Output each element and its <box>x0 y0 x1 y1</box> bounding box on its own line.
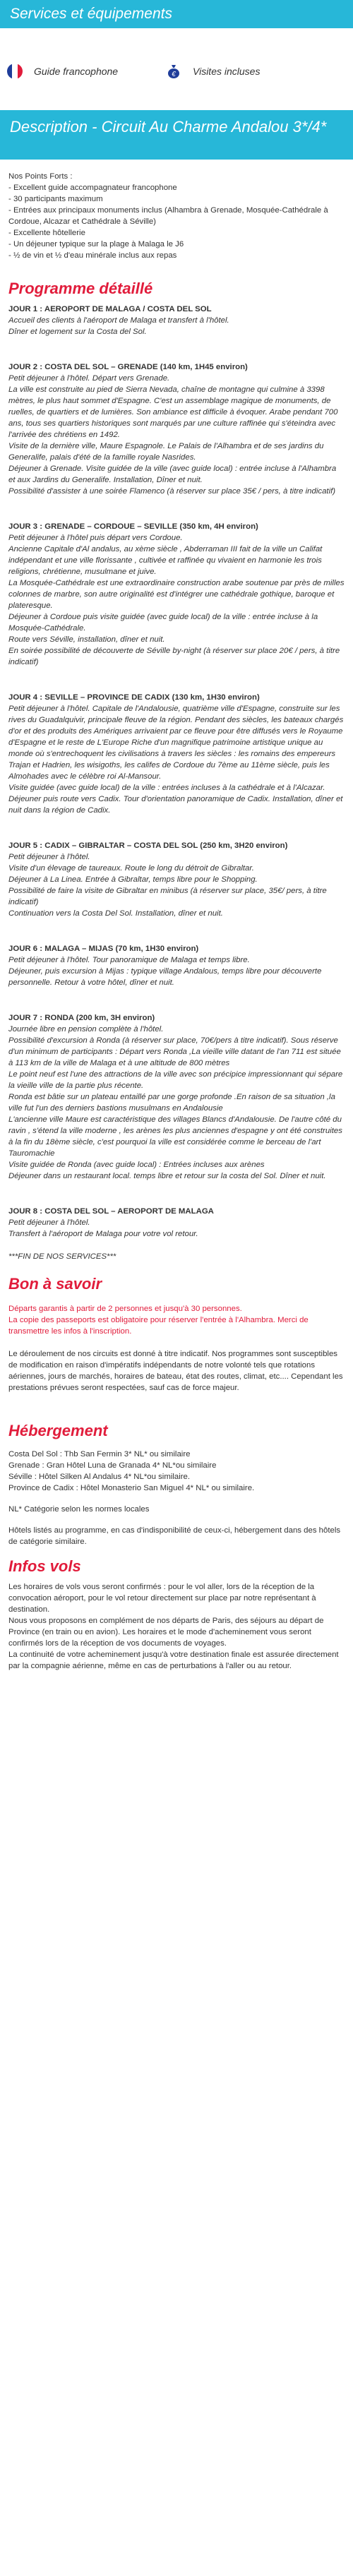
hebergement-title: Hébergement <box>8 1422 108 1439</box>
infos-vols-line: La continuité de votre acheminement jusqu'à votre destination finale est assurée directement par la compagnie aérienne, même en cas de perturbations à l'aller ou au retour. <box>8 1651 339 1670</box>
day-line: Continuation vers la Costa Del Sol. Installation, dîner et nuit. <box>8 909 223 918</box>
day-title: JOUR 3 : GRENADE – CORDOUE – SEVILLE (350 km, 4H environ) <box>8 522 258 531</box>
day-block <box>8 304 345 337</box>
day-line: Possibilité de faire la visite de Gibraltar en minibus (à réserver sur place, 35€/ pers, à titre indicatif) <box>8 887 327 906</box>
day-line: Ancienne Capitale d'Al andalus, au xème siècle , Abderraman III fait de la ville un Califat indépendant et une ville florissante , cultivée et raffinée qu vivaient en harmonie les trois religions, chrétienne, musulmane et juive. <box>8 545 323 576</box>
hebergement-line: Grenade : Gran Hôtel Luna de Granada 4* NL*ou similaire <box>8 1461 217 1470</box>
infos-vols-title: Infos vols <box>8 1557 81 1575</box>
feature-label-guide: Guide francophone <box>34 66 119 77</box>
svg-text:€: € <box>172 71 176 78</box>
end-note: ***FIN DE NOS SERVICES*** <box>8 1252 116 1261</box>
hebergement-line: Séville : Hôtel Silken Al Andalus 4* NL*ou similaire. <box>8 1473 191 1481</box>
day-block <box>8 692 345 816</box>
day-line: Petit déjeuner à l'hôtel. <box>8 853 90 861</box>
points-forts-line: - 30 participants maximum <box>8 195 103 203</box>
day-line: Déjeuner puis route vers Cadix. Tour d'orientation panoramique de Cadix. Installation, dîner et nuit dans la région de Cadix. <box>8 795 343 815</box>
day-line: Possibilité d'excursion à Ronda (à réserver sur place, 70€/pers à titre indicatif). Sous réserve d'un minimum de participants : Départ vers Ronda ,La vieille ville datant de l'an 711 est située à 113 km de la ville de Malaga et à une altitude de 800 mètres <box>8 1036 341 1067</box>
points-forts-line: - Un déjeuner typique sur la plage à Malaga le J6 <box>8 240 184 248</box>
day-line: Déjeuner dans un restaurant local. temps libre et retour sur la costa del Sol. Dîner et nuit. <box>8 1172 326 1180</box>
bon-a-savoir-red-line: Départs garantis à partir de 2 personnes et jusqu'à 30 personnes. <box>8 1305 242 1313</box>
points-forts-line: - Excellent guide accompagnateur francophone <box>8 184 177 192</box>
money-bag-icon <box>166 64 181 79</box>
description-header-band <box>0 110 353 160</box>
feature-guide-francophone <box>7 61 118 82</box>
day-title: JOUR 4 : SEVILLE – PROVINCE DE CADIX (130 km, 1H30 environ) <box>8 693 260 702</box>
day-line: Petit déjeuner à l'hôtel. Capitale de l'Andalousie, quatrième ville d'Espagne, construite sur les rives du Guadalquivir, principale fleuve de la région. Pendant des siècles, les bateaux chargés d'or et des produits des Amériques arrivaient par ce fleuve pour être diffusés vers le Royaume d'Espagne et le reste de L'Europe Riche d'un magnifique patrimoine artistique unique au monde où s'entrechoquent les civilisations à travers les siècles : les romains des empereurs Trajan et Hadrien, les wisigoths, les califes de Cordoue du 7ème au 11ème siècle, puis les Almohades avec le célèbre roi Al-Mansour. <box>8 705 344 781</box>
day-line: En soirée possibilité de découverte de Séville by-night (à réserver sur place 20€ / pers, à titre indicatif) <box>8 647 340 666</box>
day-title: JOUR 1 : AEROPORT DE MALAGA / COSTA DEL SOL <box>8 305 212 313</box>
infos-vols-line: Nous vous proposons en complément de nos départs de Paris, des séjours au départ de Province (en train ou en avion). Les horaires et le mode d'acheminement vous seront confirmés lors de la réception de vos documents de voyages. <box>8 1617 324 1648</box>
day-line: Ronda est bâtie sur un plateau entaillé par une gorge profonde .En raison de sa situation ,la ville fut l'un des derniers bastions musulmans en Andalousie <box>8 1093 335 1113</box>
bon-a-savoir-red-line: La copie des passeports est obligatoire pour réserver l'entrée à l'Alhambra. Merci de transmettre les infos à l'inscription. <box>8 1316 309 1336</box>
hebergement-line: NL* Catégorie selon les normes locales <box>8 1505 150 1514</box>
day-block <box>8 361 345 497</box>
day-line: Petit déjeuner à l'hôtel. Tour panoramique de Malaga et temps libre. <box>8 956 250 964</box>
day-line: Possibilité d'assister à une soirée Flamenco (à réserver sur place 35€ / pers, à titre indicatif) <box>8 487 336 496</box>
day-line: Petit déjeuner à l'hôtel puis départ vers Cordoue. <box>8 534 183 542</box>
points-forts-line: - Entrées aux principaux monuments inclus (Alhambra à Grenade, Mosquée-Cathédrale à Cordoue, Alcazar et Cathédrale à Séville) <box>8 206 328 226</box>
day-title: JOUR 2 : COSTA DEL SOL – GRENADE (140 km, 1H45 environ) <box>8 363 248 371</box>
feature-visites-incluses <box>166 61 260 82</box>
day-line: Dîner et logement sur la Costa del Sol. <box>8 328 147 336</box>
hebergement-line: Hôtels listés au programme, en cas d'indisponibilité de ceux-ci, hébergement dans des hôtels de catégorie similaire. <box>8 1526 341 1546</box>
day-block <box>8 521 345 668</box>
day-line: Déjeuner à Grenade. Visite guidée de la ville (avec guide local) : entrée incluse à l'Alhambra et aux Jardins du Generalife. Installation, Dîner et nuit. <box>8 465 337 484</box>
hebergement-line: Province de Cadix : Hôtel Monasterio San Miguel 4* NL* ou similaire. <box>8 1484 255 1492</box>
day-block <box>8 1206 345 1240</box>
day-title: JOUR 6 : MALAGA – MIJAS (70 km, 1H30 environ) <box>8 945 199 953</box>
feature-label-visites: Visites incluses <box>193 66 261 77</box>
day-line: Journée libre en pension complète à l'hôtel. <box>8 1025 164 1034</box>
day-block <box>8 1012 345 1182</box>
day-line: Visite guidée de Ronda (avec guide local) : Entrées incluses aux arènes <box>8 1161 265 1169</box>
day-line: Visite guidée (avec guide local) de la ville : entrées incluses à la cathédrale et à l'Alcazar. <box>8 784 325 792</box>
day-line: Visite de la dernière ville, Maure Espagnole. Le Palais de l'Alhambra et de ses jardins du Generalife, palais d'été de la famille royale Nasrides. <box>8 442 324 462</box>
points-forts <box>8 171 345 261</box>
programme-title: Programme détaillé <box>8 280 153 297</box>
features-row <box>7 61 346 82</box>
content <box>8 164 345 1672</box>
bon-a-savoir-title: Bon à savoir <box>8 1275 102 1293</box>
points-forts-line: - ½ de vin et ½ d'eau minérale inclus aux repas <box>8 251 177 260</box>
day-line: Déjeuner à La Linea. Entrée à Gibraltar, temps libre pour le Shopping. <box>8 875 258 884</box>
day-line: Visite d'un élevage de taureaux. Route le long du détroit de Gibraltar. <box>8 864 254 873</box>
day-line: Déjeuner à Cordoue puis visite guidée (avec guide local) de la ville : entrée incluse à la Mosquée-Cathédrale. <box>8 613 318 633</box>
day-line: Accueil des clients à l'aéroport de Malaga et transfert à l'hôtel. <box>8 316 229 325</box>
services-title: Services et équipements <box>10 6 172 22</box>
french-flag-icon <box>7 64 23 79</box>
day-title: JOUR 7 : RONDA (200 km, 3H environ) <box>8 1014 155 1022</box>
day-block <box>8 840 345 919</box>
day-line: Route vers Séville, installation, dîner et nuit. <box>8 635 165 644</box>
day-line: Petit déjeuner à l'hôtel. Départ vers Grenade. <box>8 374 170 383</box>
day-line: Déjeuner, puis excursion à Mijas : typique village Andalous, temps libre pour découverte personnelle. Retour à votre hôtel, dîner et nuit. <box>8 967 322 987</box>
day-line: Petit déjeuner à l'hôtel. <box>8 1218 90 1227</box>
hebergement-line: Costa Del Sol : Thb San Fermin 3* NL* ou similaire <box>8 1450 191 1458</box>
points-forts-line: Nos Points Forts : <box>8 172 73 181</box>
day-line: La ville est construite au pied de Sierra Nevada, chaîne de montagne qui culmine à 3398 mètres, le plus haut sommet d'Espagne. C'est un assemblage magique de monuments, de ruelles, de quartiers et de lumières. Son ambiance est difficile à évoquer. Arabe pendant 700 ans, tous ses quartiers historiques sont marqués par une culture raffinée qui s'éteindra avec l'arrivée des chrétiens en 1492. <box>8 385 338 439</box>
day-title: JOUR 8 : COSTA DEL SOL – AEROPORT DE MALAGA <box>8 1207 214 1216</box>
description-title: Description - Circuit Au Charme Andalou 3*/4* <box>10 118 327 136</box>
points-forts-line: - Excellente hôtellerie <box>8 229 85 237</box>
day-title: JOUR 5 : CADIX – GIBRALTAR – COSTA DEL SOL (250 km, 3H20 environ) <box>8 841 288 850</box>
services-header-band <box>0 0 353 28</box>
bon-a-savoir-line: Le déroulement de nos circuits est donné à titre indicatif. Nos programmes sont susceptibles de modification en raison d'impératifs indépendants de notre volonté tels que rotations aériennes, jours de marchés, horaires de bateau, état des routes, climat, etc.... Cependant les prestations prévues seront respectées, sauf cas de force majeur. <box>8 1350 343 1392</box>
day-block <box>8 943 345 988</box>
day-line: Le point neuf est l'une des attractions de la ville avec son précipice impressionnant qui sépare la vieille ville de la partie plus récente. <box>8 1070 343 1090</box>
day-line: L'ancienne ville Maure est caractéristique des villages Blancs d'Andalousie. De l'autre côté du ravin , s'étend la ville moderne , les arènes les plus anciennes d'espagne y ont été construites à la fin du 18ème siècle, c'est pourquoi la ville est considérée comme le berceau de l'art Tauromachie <box>8 1115 342 1158</box>
day-line: Transfert à l'aéroport de Malaga pour votre vol retour. <box>8 1230 198 1238</box>
day-line: La Mosquée-Cathédrale est une extraordinaire construction arabe soutenue par près de milles colonnes de marbre, son autre originalité est d'intégrer une cathédrale gothique, baroque et plateresque. <box>8 579 345 610</box>
infos-vols-line: Les horaires de vols vous seront confirmés : pour le vol aller, lors de la réception de la convocation aéroport, pour le vol retour directement sur place par notre représentant à destination. <box>8 1583 316 1614</box>
